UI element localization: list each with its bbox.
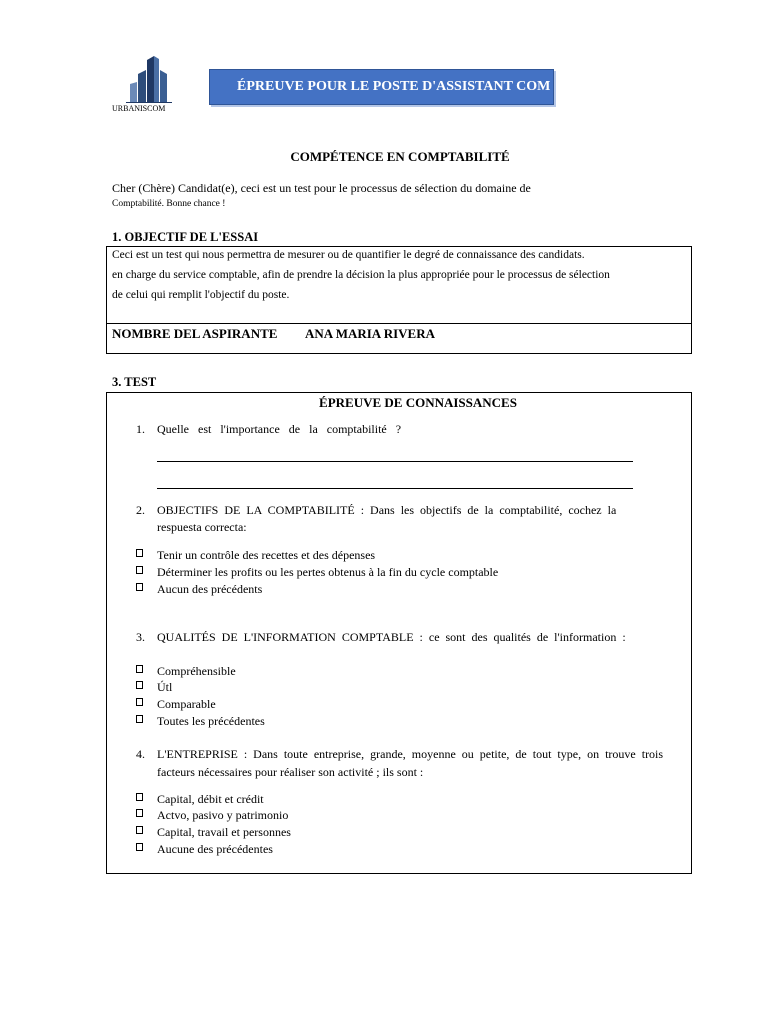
question-4-line-2: facteurs nécessaires pour réaliser son activité ; ils sont : xyxy=(157,765,424,779)
checkbox[interactable] xyxy=(136,665,143,673)
question-3-line-1: QUALITÉS DE L'INFORMATION COMPTABLE : ce sont des qualités de l'information : xyxy=(157,630,626,644)
logo-text: URBANISCOM xyxy=(112,104,166,113)
question-4-line-1: L'ENTREPRISE : Dans toute entreprise, grande, moyenne ou petite, de tout type, on trouve trois xyxy=(157,747,664,761)
aspirant-name: ANA MARIA RIVERA xyxy=(305,326,436,341)
section-1-heading: 1. OBJECTIF DE L'ESSAI xyxy=(112,230,259,244)
checkbox[interactable] xyxy=(136,793,143,801)
q3-option-2: Útl xyxy=(157,680,173,694)
q4-option-1: Capital, débit et crédit xyxy=(157,792,264,806)
answer-line-1[interactable] xyxy=(157,461,633,462)
test-box-title: ÉPREUVE DE CONNAISSANCES xyxy=(319,395,517,410)
q4-option-3: Capital, travail et personnes xyxy=(157,825,291,839)
checkbox[interactable] xyxy=(136,566,143,574)
intro-line-2: Comptabilité. Bonne chance ! xyxy=(112,199,226,209)
question-4-number: 4. xyxy=(136,747,145,761)
aspirant-label: NOMBRE DEL ASPIRANTE xyxy=(112,326,278,341)
objective-line-3: de celui qui remplit l'objectif du poste. xyxy=(112,289,290,301)
checkbox[interactable] xyxy=(136,583,143,591)
checkbox[interactable] xyxy=(136,843,143,851)
box-divider xyxy=(107,323,691,324)
q3-option-4: Toutes les précédentes xyxy=(157,714,265,728)
document-title: COMPÉTENCE EN COMPTABILITÉ xyxy=(290,149,510,164)
q4-option-4: Aucune des précédentes xyxy=(157,842,273,856)
answer-line-2[interactable] xyxy=(157,488,633,489)
objective-line-1: Ceci est un test qui nous permettra de mesurer ou de quantifier le degré de connaissance des candidats. xyxy=(112,249,585,261)
section-3-heading: 3. TEST xyxy=(112,375,157,389)
checkbox[interactable] xyxy=(136,549,143,557)
question-2-line-2: respuesta correcta: xyxy=(157,520,247,534)
banner-text: ÉPREUVE POUR LE POSTE D'ASSISTANT COM xyxy=(237,79,551,94)
question-1-text: Quelle est l'importance de la comptabilité ? xyxy=(157,422,402,436)
question-3-number: 3. xyxy=(136,630,145,644)
question-2-line-1: OBJECTIFS DE LA COMPTABILITÉ : Dans les objectifs de la comptabilité, cochez la xyxy=(157,503,617,517)
q4-option-2: Actvo, pasivo y patrimonio xyxy=(157,808,289,822)
q2-option-1: Tenir un contrôle des recettes et des dépenses xyxy=(157,548,376,562)
q2-option-3: Aucun des précédents xyxy=(157,582,263,596)
checkbox[interactable] xyxy=(136,826,143,834)
question-2-number: 2. xyxy=(136,503,145,517)
q2-option-2: Déterminer les profits ou les pertes obtenus à la fin du cycle comptable xyxy=(157,565,499,579)
checkbox[interactable] xyxy=(136,715,143,723)
checkbox[interactable] xyxy=(136,698,143,706)
checkbox[interactable] xyxy=(136,681,143,689)
intro-line-1: Cher (Chère) Candidat(e), ceci est un test pour le processus de sélection du domaine de xyxy=(112,181,531,195)
question-1-number: 1. xyxy=(136,422,145,436)
title-banner xyxy=(209,69,554,105)
q3-option-1: Compréhensible xyxy=(157,664,236,678)
objective-line-2: en charge du service comptable, afin de prendre la décision la plus appropriée pour le processus de sélection xyxy=(112,269,610,281)
q3-option-3: Comparable xyxy=(157,697,216,711)
checkbox[interactable] xyxy=(136,809,143,817)
